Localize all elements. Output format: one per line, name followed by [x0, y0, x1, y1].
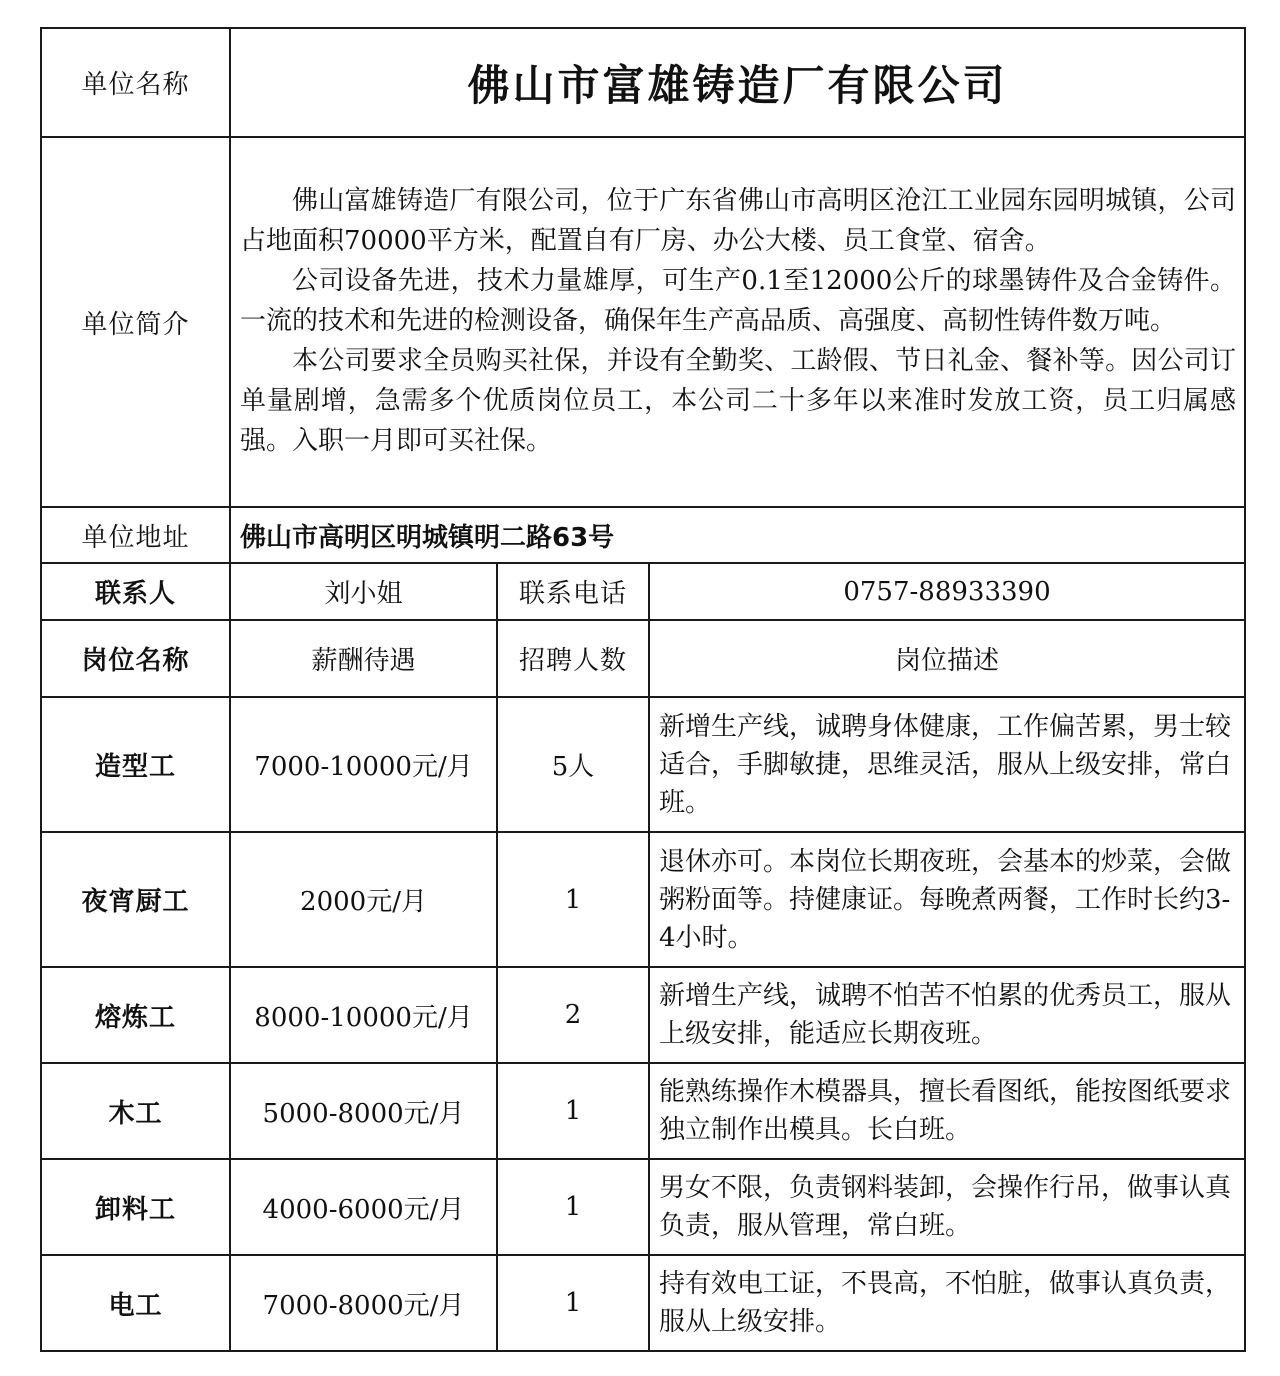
contact-person-label: 联系人	[41, 563, 230, 620]
job-salary: 5000-8000元/月	[230, 1063, 497, 1159]
job-position: 夜宵厨工	[41, 832, 230, 967]
header-salary: 薪酬待遇	[230, 620, 497, 697]
jobs-header-row	[41, 620, 1245, 697]
job-count: 1	[497, 1255, 649, 1351]
company-intro	[230, 137, 1245, 507]
job-description: 退休亦可。本岗位长期夜班，会基本的炒菜，会做粥粉面等。持健康证。每晚煮两餐，工作时长约3-4小时。	[649, 832, 1245, 967]
job-salary: 8000-10000元/月	[230, 967, 497, 1063]
job-row	[41, 1255, 1245, 1351]
job-position: 卸料工	[41, 1159, 230, 1255]
job-salary: 4000-6000元/月	[230, 1159, 497, 1255]
job-position: 造型工	[41, 697, 230, 832]
job-description: 持有效电工证，不畏高，不怕脏，做事认真负责，服从上级安排。	[649, 1255, 1245, 1351]
company-name-label: 单位名称	[41, 28, 230, 137]
job-salary: 7000-10000元/月	[230, 697, 497, 832]
company-intro-label: 单位简介	[41, 137, 230, 507]
job-row	[41, 967, 1245, 1063]
job-description: 能熟练操作木模器具，擅长看图纸，能按图纸要求独立制作出模具。长白班。	[649, 1063, 1245, 1159]
contact-phone: 0757-88933390	[649, 563, 1245, 620]
header-position: 岗位名称	[41, 620, 230, 697]
job-position: 熔炼工	[41, 967, 230, 1063]
job-position: 电工	[41, 1255, 230, 1351]
contact-phone-label: 联系电话	[497, 563, 649, 620]
job-row	[41, 832, 1245, 967]
company-name: 佛山市富雄铸造厂有限公司	[230, 28, 1245, 137]
job-salary: 2000元/月	[230, 832, 497, 967]
recruitment-table	[40, 27, 1246, 1352]
job-row	[41, 1159, 1245, 1255]
job-row	[41, 1063, 1245, 1159]
intro-paragraph: 佛山富雄铸造厂有限公司，位于广东省佛山市高明区沧江工业园东园明城镇，公司占地面积70000平方米，配置自有厂房、办公大楼、员工食堂、宿舍。	[240, 186, 1236, 256]
job-description: 新增生产线，诚聘身体健康，工作偏苦累，男士较适合，手脚敏捷，思维灵活，服从上级安排，常白班。	[649, 697, 1245, 832]
job-count: 1	[497, 832, 649, 967]
job-description: 男女不限，负责钢料装卸，会操作行吊，做事认真负责，服从管理，常白班。	[649, 1159, 1245, 1255]
company-address-row	[41, 507, 1245, 563]
intro-paragraph: 本公司要求全员购买社保，并设有全勤奖、工龄假、节日礼金、餐补等。因公司订单量剧增，急需多个优质岗位员工，本公司二十多年以来准时发放工资，员工归属感强。入职一月即可买社保。	[240, 346, 1236, 456]
company-address-label: 单位地址	[41, 507, 230, 563]
header-description: 岗位描述	[649, 620, 1245, 697]
job-description: 新增生产线，诚聘不怕苦不怕累的优秀员工，服从上级安排，能适应长期夜班。	[649, 967, 1245, 1063]
job-count: 2	[497, 967, 649, 1063]
company-address: 佛山市高明区明城镇明二路63号	[230, 507, 1245, 563]
intro-paragraph: 公司设备先进，技术力量雄厚，可生产0.1至12000公斤的球墨铸件及合金铸件。一流的技术和先进的检测设备，确保年生产高品质、高强度、高韧性铸件数万吨。	[240, 266, 1236, 336]
company-intro-row	[41, 137, 1245, 507]
header-count: 招聘人数	[497, 620, 649, 697]
job-position: 木工	[41, 1063, 230, 1159]
contact-person: 刘小姐	[230, 563, 497, 620]
job-count: 5人	[497, 697, 649, 832]
job-salary: 7000-8000元/月	[230, 1255, 497, 1351]
job-count: 1	[497, 1063, 649, 1159]
contact-row	[41, 563, 1245, 620]
job-row	[41, 697, 1245, 832]
company-name-row	[41, 28, 1245, 137]
job-count: 1	[497, 1159, 649, 1255]
